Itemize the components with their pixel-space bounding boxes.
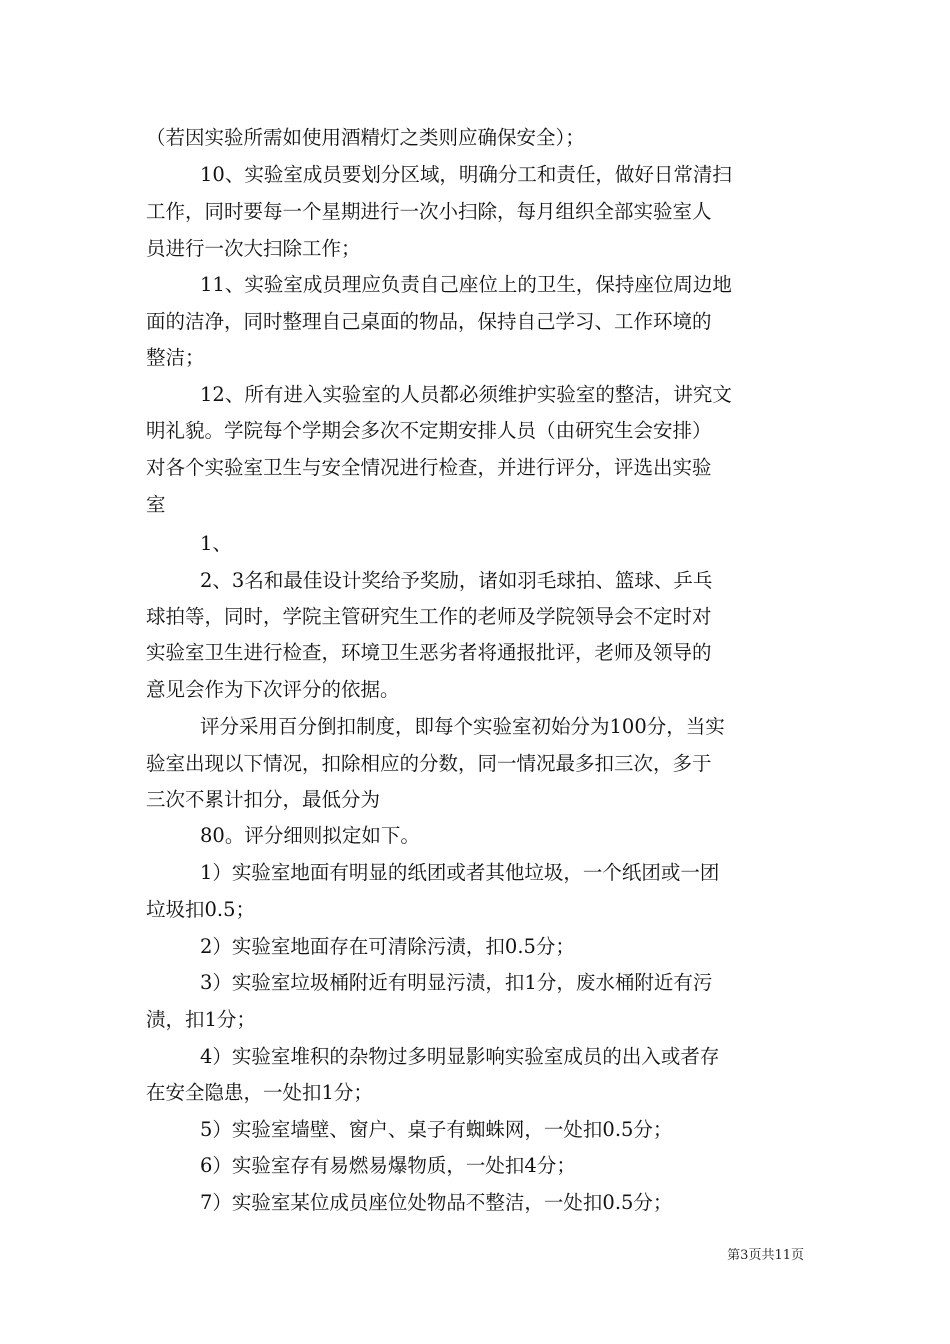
text-line: 12、所有进入实验室的人员都必须维护实验室的整洁，讲究文 bbox=[200, 383, 732, 406]
text-line: 2、3名和最佳设计奖给予奖励，诸如羽毛球拍、篮球、乒乓 bbox=[200, 569, 713, 592]
text-line: 5）实验室墙壁、窗户、桌子有蜘蛛网，一处扣0.5分； bbox=[200, 1118, 673, 1141]
text-line: 工作，同时要每一个星期进行一次小扫除，每月组织全部实验室人 bbox=[146, 200, 712, 223]
text-line: 三次不累计扣分，最低分为 bbox=[146, 788, 381, 811]
text-line: 垃圾扣0.5； bbox=[146, 898, 256, 921]
text-line: 80。评分细则拟定如下。 bbox=[200, 824, 420, 847]
text-line: 3）实验室垃圾桶附近有明显污渍，扣1分，废水桶附近有污 bbox=[200, 971, 713, 994]
text-line: 整洁； bbox=[146, 346, 205, 369]
text-line: 员进行一次大扫除工作； bbox=[146, 237, 361, 260]
text-line: 对各个实验室卫生与安全情况进行检查，并进行评分，评选出实验 bbox=[146, 456, 712, 479]
text-line: 1、 bbox=[200, 532, 232, 555]
text-line: 室 bbox=[146, 493, 166, 516]
text-line: 评分采用百分倒扣制度，即每个实验室初始分为100分，当实 bbox=[200, 715, 725, 738]
page-number: 第3页共11页 bbox=[727, 1248, 804, 1263]
text-line: （若因实验所需如使用酒精灯之类则应确保安全）； bbox=[146, 126, 585, 149]
text-line: 2）实验室地面存在可清除污渍，扣0.5分； bbox=[200, 935, 575, 958]
text-line: 1）实验室地面有明显的纸团或者其他垃圾，一个纸团或一团 bbox=[200, 861, 720, 884]
text-line: 6）实验室存有易燃易爆物质，一处扣4分； bbox=[200, 1154, 576, 1177]
text-line: 实验室卫生进行检查，环境卫生恶劣者将通报批评，老师及领导的 bbox=[146, 641, 712, 664]
text-line: 10、实验室成员要划分区域，明确分工和责任，做好日常清扫 bbox=[200, 163, 732, 186]
text-line: 验室出现以下情况，扣除相应的分数，同一情况最多扣三次，多于 bbox=[146, 752, 712, 775]
text-line: 球拍等，同时，学院主管研究生工作的老师及学院领导会不定时对 bbox=[146, 605, 712, 628]
text-line: 意见会作为下次评分的依据。 bbox=[146, 678, 400, 701]
text-line: 渍，扣1分； bbox=[146, 1008, 256, 1031]
text-line: 7）实验室某位成员座位处物品不整洁，一处扣0.5分； bbox=[200, 1191, 673, 1214]
text-line: 4）实验室堆积的杂物过多明显影响实验室成员的出入或者存 bbox=[200, 1045, 720, 1068]
text-line: 11、实验室成员理应负责自己座位上的卫生，保持座位周边地 bbox=[200, 273, 732, 296]
text-line: 在安全隐患，一处扣1分； bbox=[146, 1081, 373, 1104]
text-line: 面的洁净，同时整理自己桌面的物品，保持自己学习、工作环境的 bbox=[146, 310, 712, 333]
text-line: 明礼貌。学院每个学期会多次不定期安排人员（由研究生会安排） bbox=[146, 419, 712, 442]
